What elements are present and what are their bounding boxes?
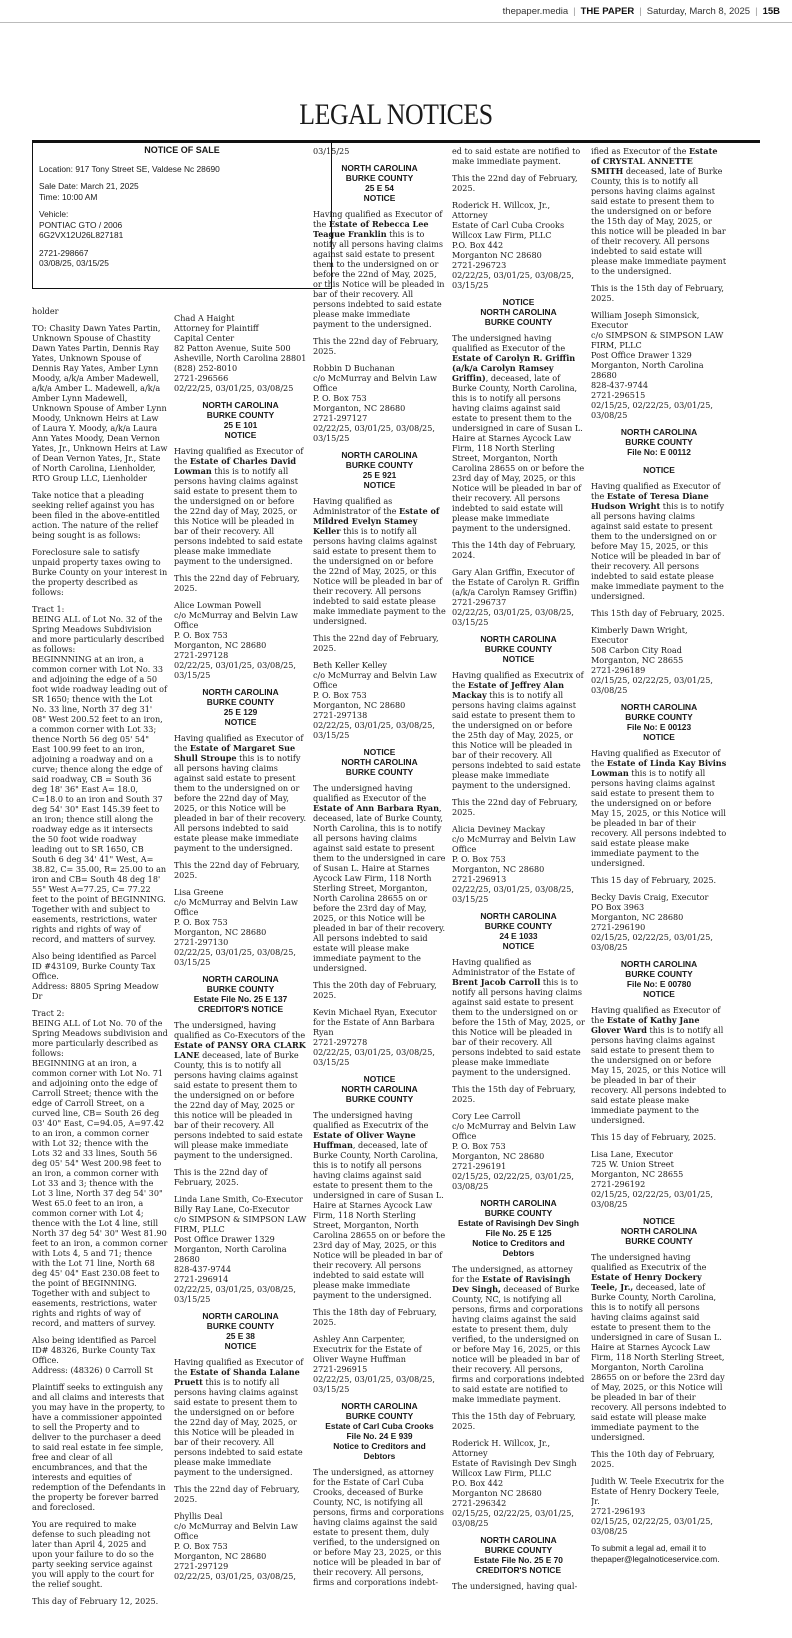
section-title: LEGAL NOTICES [299,98,493,131]
notice-date: This is the 15th day of February, 2025. [591,283,724,303]
column-4 [452,146,585,1598]
notice-header: NOTICE NORTH CAROLINA BURKE COUNTY [341,747,418,777]
notice-date: This the 18th day of February, 2025. [313,1307,437,1327]
vehicle-label: Vehicle: [39,209,69,219]
notice-header: NOTICE NORTH CAROLINA BURKE COUNTY [341,1074,418,1104]
notice-header: NORTH CAROLINA BURKE COUNTY 24 E 1033 NOTICE [480,911,557,951]
notice-body: The undersigned, having qualified as Co-Executors of the Estate of PANSY ORA CLARK LANE deceased, late of Burke County, this is to notify all persons having claims against said estate to present them to the undersigned on or before the 22nd day of May, 2025 or this notice will be pleaded in bar of their recovery. All persons indebted to said estate will please make immediate payment to the undersigned. [174,1020,306,1160]
notice-body: The undersigned, as attorney for the Estate of Ravisingh Dev Singh, deceased of Burke County, NC, is notifying all persons, firms and corporations having claims against the said estate to present them, duly verified, to the undersigned on or before May 16, 2025, or this notice will be pleaded in bar of their recovery. All persons, firms and corporations indebted to said estate are notified to make immediate payment. [452,1264,585,1404]
issue-date: Saturday, March 8, 2025 [646,6,751,17]
top-divider [0,22,792,23]
notice-text: holder [32,306,59,316]
notice-header: NORTH CAROLINA BURKE COUNTY 25 E 129 NOTICE [202,687,279,727]
notice-date: This 15 day of February, 2025. [591,1132,717,1142]
notice-body: ed to said estate are notified to make immediate payment. [452,146,581,166]
notice-header: NORTH CAROLINA BURKE COUNTY File No: E 00123 NOTICE [620,702,698,742]
contact-block: Alice Lowman Powell c/o McMurray and Belvin Law Office P. O. Box 753 Morganton, NC 28680 2721-297128 02/22/25, 03/01/25, 03/08/25, 03/15/25 [174,600,298,680]
notice-text: TO: Chasity Dawn Yates Partin, Unknown Spouse of Chastity Dawn Yates Partin, Dennis Ray Yates, Unknown Spouse of Dennis Ray Yates, Amber Lynn Moody, a/k/a Amber Madewell, a/k/a Amber L. Madewell, a/k/a Amber Lynn Madewell, Unknown Spouse of Amber Lynn Moody, Unknown Heirs at Law of Laura Y. Moody, a/k/a Laura Ann Yates Moody, Dean Vernon Yates, Jr., Unknown Heirs at Law of Dean Vernon Yates, Jr., State of North Carolina, Lienholder, RTO Group LLC, Lienholder [32,323,168,483]
notice-header: NORTH CAROLINA BURKE COUNTY Estate of Carl Cuba Crooks File No. 24 E 939 Notice to Creditors and Debtors [325,1401,434,1461]
notice-date: This the 15th day of February, 2025. [452,1084,576,1104]
run-dates: 03/08/25, 03/15/25 [39,258,109,268]
notice-body: The undersigned, as attorney for the Estate of Carl Cuba Crooks, deceased of Burke County, NC, is notifying all persons, firms and corporations having claims against the said estate to present them, duly verified, to the undersigned on or before May 23, 2025, or this notice will be pleaded in bar of their recovery. All persons, firms and corporations indebt- [313,1467,444,1587]
notice-body: The undersigned having qualified as Executor of the Estate of Carolyn R. Griffin (a/k/a Carolyn Ramsey Griffin), deceased, late of Burke County, North Carolina, this is to notify all persons having claims against said estate to present them to the undersigned in care of Susan L. Haire at Starnes Aycock Law Firm, 118 North Sterling Street, Morganton, North Carolina 28655 on or before the 23rd day of May, 2025, or this Notice will be pleaded in bar of their recovery. All persons indebted to said estate will please make immediate payment to the undersigned. [452,333,585,533]
ad-number: 2721-298667 [39,247,89,258]
notice-date: This the 22nd day of February, 2025. [452,173,578,193]
notice-text: This day of February 12, 2025. [32,1596,159,1606]
notice-date: This the 22nd day of February, 2025. [174,1484,300,1504]
notice-header: NORTH CAROLINA BURKE COUNTY 25 E 54 NOTICE [341,163,418,203]
contact-block: Judith W. Teele Executrix for the Estate of Henry Dockery Teele, Jr. 2721-296193 02/15/25, 02/22/25, 03/01/25, 03/08/25 [591,1476,725,1536]
notice-date: This is the 22nd day of February, 2025. [174,1167,268,1187]
notice-body: Having qualified as Executor of the Estate of Charles David Lowman this is to notify all persons having claims against said estate to present them to the undersigned on or before the 22nd day of May, 2025, or this Notice will be pleaded in bar of their recovery. All persons indebted to said estate please make immediate payment to the undersigned. [174,446,304,566]
vehicle: PONTIAC GTO / 2006 [39,219,123,230]
sale-date: Sale Date: March 21, 2025 [39,181,139,191]
notice-text: Tract 2: BEING ALL of Lot No. 70 of the Spring Meadows subdivision and more particularly described as follows: BEGINNING at an iron, a common corner with Lot No. 71 and adjoining onto the edge of Carroll Street; thence with the edge of Carroll Street, on a curved line, CB= South 26 deg 03' 40" East, C=94.05, A=97.42 to an iron, a common corner with Lot 32; thence with the Lots 32 and 33 lines, South 56 deg 05' 54" West 200.98 feet to an iron, a common corner with Lot 33 and 3; thence with the Lot 3 line, North 37 deg 54' 30" West 65.0 feet to an iron, a common corner with Lot 4; thence with the Lot 4 line, still North 37 deg 54' 30" West 81.90 feet to an iron, a common corner with Lots 4, 5 and 71; thence with the Lot 71 line, North 68 deg 45' 04" East 230.08 feet to the point of BEGINNING. Together with and subject to easements, restrictions, water rights and rights of way of record, and matters of survey. [32,1008,168,1328]
site-name: thepaper.media [502,6,569,17]
notice-body: The undersigned having qualified as Executor of the Estate of Ann Barbara Ryan, deceased, late of Burke County, North Carolina, this is to notify all persons having claims against said estate to present them to the undersigned in care of Susan L. Haire at Starnes Aycock Law Firm, 118 North Sterling Street, Morganton, North Carolina 28655 on or before the 23rd day of May, 2025, or this Notice will be pleaded in bar of their recovery. All persons indebted to said estate will please make immediate payment to the undersigned. [313,783,446,973]
notice-body: Having qualified as Executor of the Estate of Shanda Lalane Pruett this is to notify all persons having claims against said estate to present them to the undersigned on or before the 22nd day of May, 2025, or this Notice will be pleaded in bar of their recovery. All persons indebted to said estate please make immediate payment to the undersigned. [174,1357,304,1477]
contact-block: Roderick H. Willcox, Jr., Attorney Estate of Carl Cuba Crooks Willcox Law Firm, PLLC P.O. Box 442 Morganton NC 28680 2721-296723 02/22/25, 03/01/25, 03/08/25, 03/15/25 [452,200,574,290]
notice-body: The undersigned, having qual- [452,1581,578,1591]
page-number: 15B [762,6,780,17]
notice-header: NORTH CAROLINA BURKE COUNTY File No: E 00780 NOTICE [620,959,698,999]
contact-block: William Joseph Simonsick, Executor c/o SIMPSON & SIMPSON LAW FIRM, PLLC Post Office Drawer 1329 Morganton, North Carolina 28680 828-437-9744 2721-296515 02/15/25, 02/22/25, 03/01/25, 03/08/25 [591,310,724,420]
notice-header: NORTH CAROLINA BURKE COUNTY NOTICE [480,634,557,664]
contact-block: Cory Lee Carroll c/o McMurray and Belvin Law Office P. O. Box 753 Morganton, NC 28680 2721-296191 02/15/25, 02/22/25, 03/01/25, 03/08/25 [452,1111,576,1191]
notice-of-sale-box [32,141,332,289]
contact-block: Kimberly Dawn Wright, Executor 508 Carbon City Road Morganton, NC 28655 2721-296189 02/15/25, 02/22/25, 03/01/25, 03/08/25 [591,625,713,695]
notice-header: NOTICE NORTH CAROLINA BURKE COUNTY [620,1216,698,1246]
notice-body: The undersigned having qualified as Executrix of the Estate of Oliver Wayne Huffman, deceased, late of Burke County, North Carolina, this is to notify all persons having claims against said estate to present them to the undersigned in care of Susan L. Haire at Starnes Aycock Law Firm, 118 North Sterling Street, Morganton, North Carolina 28655 on or before the 23rd day of May, 2025, or this Notice will be pleaded in bar of their recovery. All persons indebted to said estate will please make immediate payment to the undersigned. [313,1110,446,1300]
contact-block: Lisa Lane, Executor 725 W. Union Street Morganton, NC 28655 2721-296192 02/15/25, 02/22/25, 03/01/25, 03/08/25 [591,1149,713,1209]
contact-block: Lisa Greene c/o McMurray and Belvin Law Office P. O. Box 753 Morganton, NC 28680 2721-297130 02/22/25, 03/01/25, 03/08/25, 03/15/25 [174,887,298,967]
notice-date: This the 22nd day of February, 2025. [174,573,300,593]
notice-date: This the 20th day of February, 2025. [313,980,437,1000]
run-dates: 03/15/25 [313,146,350,156]
notice-date: This the 22nd day of February, 2025. [452,797,578,817]
contact-block: Linda Lane Smith, Co-Executor Billy Ray Lane, Co-Executor c/o SIMPSON & SIMPSON LAW FIRM, PLLC Post Office Drawer 1329 Morganton, North Carolina 28680 828-437-9744 2721-296914 02/22/25, 03/01/25, 03/08/25, 03/15/25 [174,1194,307,1304]
contact-block: Alicia Deviney Mackay c/o McMurray and Belvin Law Office P. O. Box 753 Morganton, NC 28680 2721-296913 02/22/25, 03/01/25, 03/08/25, 03/15/25 [452,824,576,904]
column-5 [591,146,727,1572]
notice-text: Foreclosure sale to satisfy unpaid property taxes owing to Burke County on your interest in the property described as follows: [32,547,168,597]
notice-header: NOTICE NORTH CAROLINA BURKE COUNTY [480,297,557,327]
contact-block: Gary Alan Griffin, Executor of the Estate of Carolyn R. Griffin (a/k/a Carolyn Ramsey Griffin) 2721-296737 02/22/25, 03/01/25, 03/08/25, 03/15/25 [452,567,580,627]
notice-date: This the 22nd day of February, 2025. [174,860,300,880]
sale-location: Location: 917 Tony Street SE, Valdese Nc 28690 [39,163,220,174]
notice-date: This the 15th day of February, 2025. [452,1411,576,1431]
notice-text: You are required to make defense to such pleading not later than April 4, 2025 and upon your failure to do so the party seeking service against you will apply to the court for the relief sought. [32,1519,154,1589]
notice-body: Having qualified as Executrix of the Estate of Jeffrey Alan Mackay this is to notify all persons having claims against said estate to present them to the undersigned on or before the 25th day of May, 2025, or this Notice will be pleaded in bar of their recovery. All persons indebted to said estate please make immediate payment to the undersigned. [452,670,584,790]
contact-block: Kevin Michael Ryan, Executor for the Estate of Ann Barbara Ryan 2721-297278 02/22/25, 03/01/25, 03/08/25, 03/15/25 [313,1007,437,1067]
masthead: thepaper.media | THE PAPER | Saturday, March 8, 2025 | 15B [502,6,780,17]
notice-text: Plaintiff seeks to extinguish any and all claims and interests that you may have in the property, to have a commissioner appointed to sell the Property and to deliver to the purchaser a deed to said real estate in fee simple, free and clear of all encumbrances, and that the interests and equities of redemption of the Defendants in the property be forever barred and foreclosed. [32,1382,166,1512]
contact-block: Phyllis Deal c/o McMurray and Belvin Law Office P. O. Box 753 Morganton, NC 28680 2721-297129 02/22/25, 03/01/25, 03/08/25, [174,1511,298,1581]
notice-text: Take notice that a pleading seeking relief against you has been filed in the above-entitled action. The nature of the relief being sought is as follows: [32,490,160,540]
notice-body: Having qualified as Executor of the Estate of Teresa Diane Hudson Wright this is to notify all persons having claims against said estate to present them to the undersigned on or before May 15, 2025, or this Notice will be pleaded in bar of their recovery. All persons indebted to said estate please make immediate payment to the undersigned. [591,481,725,601]
notice-text: Also being identified as Parcel ID# 48326, Burke County Tax Office. Address: (48326) 0 Carroll St [32,1335,157,1375]
notice-date: This the 22nd day of February, 2025. [313,633,439,653]
notice-text: Also being identified as Parcel ID #43109, Burke County Tax Office. Address: 8805 Spring Meadow Dr [32,951,159,1001]
notice-body: Having qualified as Executor of the Estate of Rebecca Lee Teague Franklin this is to notify all persons having claims against said estate to present them to the undersigned on or before the 22nd of May, 2025, or this Notice will be pleaded in bar of their recovery. All persons indebted to said estate please make immediate payment to the undersigned. [313,209,445,329]
notice-date: This the 10th day of February, 2025. [591,1449,715,1469]
contact-block: Ashley Ann Carpenter, Executrix for the Estate of Oliver Wayne Huffman 2721-296915 02/22/25, 03/01/25, 03/08/25, 03/15/25 [313,1334,435,1394]
sale-time: Time: 10:00 AM [39,191,98,202]
notice-body: Having qualified as Executor of the Estate of Margaret Sue Shull Stroupe this is to notify all persons having claims against said estate to present them to the undersigned on or before the 22nd day of May, 2025, or this Notice will be pleaded in bar of their recovery. All persons indebted to said estate please make immediate payment to the undersigned. [174,733,307,853]
contact-block: Beth Keller Kelley c/o McMurray and Belvin Law Office P. O. Box 753 Morganton, NC 28680 2721-297138 02/22/25, 03/01/25, 03/08/25, 03/15/25 [313,660,437,740]
notice-body: Having qualified as Executor of the Estate of Kathy Jane Glover Ward this is to notify all persons having claims against said estate to present them to the undersigned on or before May 15, 2025, or this Notice will be pleaded in bar of their recovery. All persons indebted to said estate please make immediate payment to the undersigned. [591,1005,727,1125]
notice-body: Having qualified as Executor of the Estate of Linda Kay Bivins Lowman this is to notify all persons having claims against said estate to present them to the undersigned on or before May 15, 2025, or this Notice will be pleaded in bar of their recovery. All persons indebted to said estate please make immediate payment to the undersigned. [591,748,727,868]
notice-text: Tract 1: BEING ALL of Lot No. 32 of the Spring Meadows Subdivision and more particularly described as follows: BEGINNNING at an iron, a common corner with Lot No. 33 and adjoining the edge of a 50 foot wide roadway leading out of SR 1650; thence with the Lot No. 33 line, North 37 deg 31' 08" West 200.52 feet to an iron, a common corner with Lot 33; thence North 56 deg 05' 54" East 100.99 feet to an iron, adjoining a roadway and on a curve; thence along the edge of said roadway, CB = South 36 deg 18' 36" East A= 18.0, C=18.0 to an iron and South 37 deg 54' 30" East 145.39 feet to an iron; thence still along the roadway edge as it intersects the 50 foot wide roadway leading out to SR 1650, CB South 6 deg 34' 41" West, A= 38.82, C= 35.00, R= 25.00 to an iron and CB= South 48 deg 18' 55" West A=77.25, C= 77.22 feet to the point of BEGINNING. Together with and subject to easements, restrictions, water rights and rights of way of record, and matters of survey. [32,604,167,944]
submission-note: To submit a legal ad, email it to thepaper@legalnoticeservice.com. [591,1543,720,1564]
notice-header: NORTH CAROLINA BURKE COUNTY 25 E 38 NOTICE [202,1311,279,1351]
contact-block: Chad A Haight Attorney for Plaintiff Capital Center 82 Patton Avenue, Suite 500 Asheville, North Carolina 28801 (828) 252-8010 2721-296566 02/22/25, 03/01/25, 03/08/25 [174,313,307,393]
notice-body: The undersigned having qualified as Executrix of the Estate of Henry Dockery Teele, Jr., deceased, late of Burke County, North Carolina, this is to notify all persons having claims against said estate to present them to the undersigned in care of Susan L. Haire at Starnes Aycock Law Firm, 118 North Sterling Street, Morganton, North Carolina 28655 on or before the 23rd day of May, 2025, or this Notice will be pleaded in bar of their recovery. All persons indebted to said estate will please make immediate payment to the undersigned. [591,1252,727,1442]
contact-block: Becky Davis Craig, Executor PO Box 3963 Morganton, NC 28680 2721-296190 02/15/25, 02/22/25, 03/01/25, 03/08/25 [591,892,713,952]
notice-header: NORTH CAROLINA BURKE COUNTY Estate of Ravisingh Dev Singh File No. 25 E 125 Notice to Creditors and Debtors [458,1198,579,1258]
column-2 [174,313,307,1588]
contact-block: Robbin D Buchanan c/o McMurray and Belvin Law Office P. O. Box 753 Morganton, NC 28680 2721-297127 02/22/25, 03/01/25, 03/08/25, 03/15/25 [313,363,437,443]
contact-block: Roderick H. Willcox, Jr., Attorney Estate of Ravisingh Dev Singh Willcox Law Firm, PLLC P.O. Box 442 Morganton NC 28680 2721-296342 02/15/25, 02/22/25, 03/01/25, 03/08/25 [452,1438,577,1528]
notice-date: This 15th day of February, 2025. [591,608,725,618]
notice-body: Having qualified as Administrator of the Estate of Brent Jacob Carroll this is to notify all persons having claims against said estate to present them to the undersigned on or before the 15th of May, 2025, or this Notice will be pleaded in bar of their recovery. All persons indebted to said estate please make immediate payment to the undersigned. [452,957,585,1077]
column-3 [313,146,446,1594]
notice-header: NORTH CAROLINA BURKE COUNTY 25 E 101 NOTICE [202,400,279,440]
notice-date: This the 22nd day of February, 2025. [313,336,439,356]
notice-date: This the 14th day of February, 2024. [452,540,576,560]
column-1 [32,146,168,1613]
notice-date: This 15 day of February, 2025. [591,875,717,885]
vehicle-vin: 6G2VX12U26L827181 [39,230,124,240]
paper-name: THE PAPER [580,6,635,17]
notice-header: NORTH CAROLINA BURKE COUNTY File No: E 00112 NOTICE [620,427,698,475]
notice-header: NORTH CAROLINA BURKE COUNTY Estate File No. 25 E 137 CREDITOR'S NOTICE [193,974,288,1014]
sale-box-title: NOTICE OF SALE [144,145,220,155]
notice-body: ified as Executor of the Estate of CRYSTAL ANNETTE SMITH deceased, late of Burke County, this is to notify all persons having claims against said estate to present them to the undersigned on or before the 15th day of May, 2025, or this notice will be pleaded in bar of their recovery. All persons indebted to said estate will please make immediate payment to the undersigned. [591,146,727,276]
notice-header: NORTH CAROLINA BURKE COUNTY Estate File No. 25 E 70 CREDITOR'S NOTICE [474,1535,563,1575]
notice-header: NORTH CAROLINA BURKE COUNTY 25 E 921 NOTICE [341,450,418,490]
notice-body: Having qualified as Administrator of the Estate of Mildred Evelyn Stamey Keller this is to notify all persons having claims against said estate to present them to the undersigned on or before the 22nd of May, 2025, or this Notice will be pleaded in bar of their recovery. All persons indebted to said estate please make immediate payment to the undersigned. [313,496,446,626]
